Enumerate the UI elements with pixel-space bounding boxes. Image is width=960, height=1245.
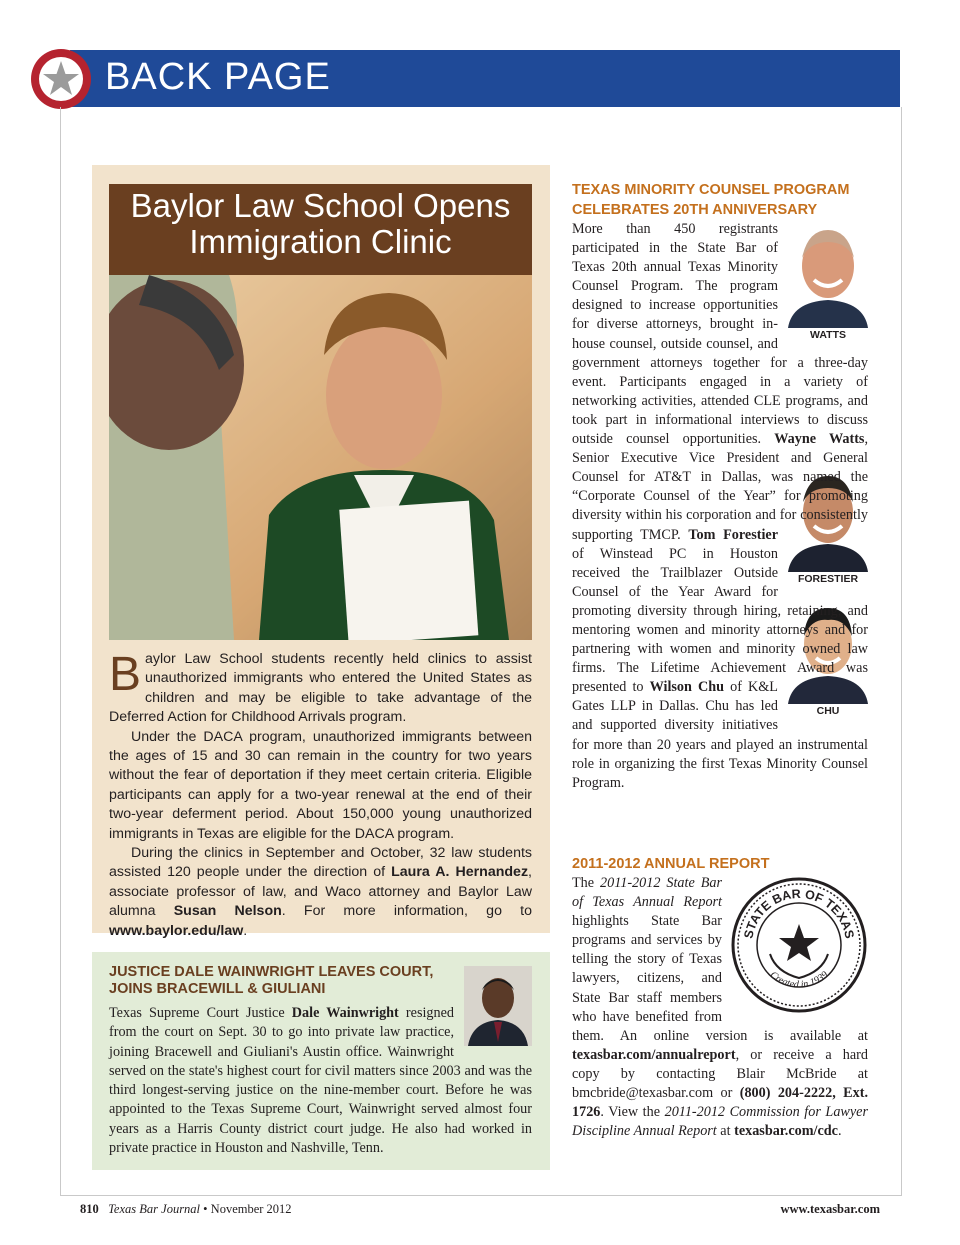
dropcap: B <box>109 648 142 701</box>
feature-p3-end: . <box>243 922 248 939</box>
tmcp-t2: , Senior Executive Vice President and General Counsel for AT&T in Dallas, was named the “Corporate Counsel of the Year” for promoting diversity within his corporation and for consistently supporting TMCP. <box>572 431 868 543</box>
journal-name: Texas Bar Journal <box>108 1202 201 1216</box>
justice-t1: Texas Supreme Court Justice <box>109 1005 292 1021</box>
cdc-report-italic: 2011-2012 Commission for Lawyer Discipline Annual Report <box>572 1104 868 1140</box>
tmcp-t1: More than 450 registrants participated in the State Bar of Texas 20th annual Texas Minority Counsel Program. The program designed to increase opportunities for diverse attorneys, brought in-house counsel, outside counsel, and government attorneys together for a three-day event. Participants engaged in a variety of networking activities, attended CLE programs, and took part in informational interviews to discuss outside counsel opportunities. <box>572 221 868 448</box>
caption-watts: WATTS <box>810 329 846 341</box>
tmcp-article <box>572 180 868 793</box>
name-chu: Wilson Chu <box>649 679 725 696</box>
justice-body <box>109 1004 532 1158</box>
report-t3: , or receive a hard copy by contacting Blair McBride at bmcbride@texasbar.com or <box>572 1046 868 1102</box>
feature-body <box>109 650 532 941</box>
feature-p3-b: , associate professor of law, and Waco attorney and Baylor Law alumna <box>109 864 532 920</box>
report-t2: highlights State Bar programs and services by telling the story of Texas lawyers, citizens, and State Bar staff members who have benefited from them. An online version is available at <box>572 913 868 1044</box>
annual-report-link[interactable]: texasbar.com/annualreport <box>572 1046 736 1063</box>
section-title: BACK PAGE <box>105 56 331 98</box>
name-wainwright: Dale Wainwright <box>291 1005 399 1021</box>
clinic-photo-illustration <box>109 275 532 640</box>
tmcp-t3: of Winstead PC in Houston received the Trailblazer Outside Counsel of the Year Award for promoting diversity through hiring, retaining, and mentoring women and minority attorneys and for partnering with women and minority owned law firms. The Lifetime Achievement Award was presented to <box>572 545 868 696</box>
tmcp-t4: of K&L Gates LLP in Dallas. Chu has led and supported diversity initiatives for more than 20 years and played an instrumental role in organizing the first Texas Minority Counsel Program. <box>572 679 868 791</box>
caption-chu: CHU <box>816 705 840 718</box>
seal-top-text: STATE BAR OF TEXAS <box>741 886 857 940</box>
star-badge-icon <box>30 48 92 110</box>
caption-forestier: FORESTIER <box>797 572 859 585</box>
report-title-italic: 2011-2012 State Bar of Texas Annual Report <box>572 875 722 911</box>
feature-paragraph-2: Under the DACA program, unauthorized immigrants between the ages of 15 and 30 can remain in the country for two years without the fear of deportation if they meet certain criteria. Eligible participants can apply for a two-year renewal at the end of their two-year deferment period. About 150,000 young unauthorized immigrants in Texas are eligible for the DACA program. <box>109 728 532 842</box>
report-t6: . <box>837 1123 842 1140</box>
baylor-link[interactable]: www.baylor.edu/law <box>109 922 244 939</box>
state-bar-seal-icon <box>730 876 868 1014</box>
justice-heading-line1: JUSTICE DALE WAINWRIGHT LEAVES COURT, <box>109 964 434 980</box>
justice-heading-line2: JOINS BRACEWILL & GIULIANI <box>109 981 326 997</box>
footer-bullet: • <box>203 1202 208 1216</box>
name-watts: Wayne Watts <box>774 431 865 448</box>
tmcp-heading <box>572 180 868 220</box>
justice-t2: resigned from the court on Sept. 30 to go into private law practice, joining Bracewell and Giuliani's Austin office. Wainwright served on the state's highest court for civil matters since 2003 and was the third longest-serving justice on the nine-member court. Before he was appointed to the Texas Supreme Court, Wainwright served almost four years as a Harris County district court judge. He also had worked in private practice in Houston and Nashville, Tenn. <box>109 1005 532 1157</box>
report-phone: (800) 204-2222, Ext. 1726 <box>572 1085 868 1121</box>
feature-p1-text: aylor Law School students recently held clinics to assist unauthorized immigrants who entered the United States as children and may be eligible to take advantage of the Deferred Action for Childhood Arrivals program. <box>109 651 532 726</box>
annual-report-heading: 2011-2012 ANNUAL REPORT <box>572 856 770 872</box>
annual-report-article <box>572 854 868 1141</box>
report-t4: . View the <box>600 1104 665 1121</box>
feature-paragraph-3 <box>109 844 532 941</box>
footer-url[interactable]: www.texasbar.com <box>780 1202 880 1216</box>
justice-heading <box>109 964 459 998</box>
report-t5: at <box>716 1123 735 1140</box>
seal-bottom-text: Created in 1939 <box>767 969 831 991</box>
report-t1: The <box>572 875 601 891</box>
feature-title-line1: Baylor Law School Opens <box>130 187 511 224</box>
feature-title-line2: Immigration Clinic <box>189 223 452 260</box>
page-number: 810 <box>80 1202 99 1216</box>
feature-p3-a: During the clinics in September and October, 32 law students assisted 120 people under the direction of <box>109 845 532 881</box>
tmcp-heading-line2: CELEBRATES 20TH ANNIVERSARY <box>572 202 818 218</box>
feature-title <box>109 188 532 260</box>
wainwright-portrait <box>464 966 532 1046</box>
feature-p3-c: . For more information, go to <box>281 903 532 920</box>
cdc-link[interactable]: texasbar.com/cdc <box>734 1123 838 1140</box>
watts-photo <box>788 222 868 328</box>
clinic-photo <box>109 275 532 640</box>
name-forestier: Tom Forestier <box>688 526 779 543</box>
issue-date: November 2012 <box>210 1202 292 1216</box>
footer-left <box>80 1202 292 1217</box>
name-nelson: Susan Nelson <box>173 903 282 920</box>
watts-portrait <box>788 222 868 342</box>
feature-paragraph-1 <box>109 650 532 728</box>
name-hernandez: Laura A. Hernandez <box>391 864 529 881</box>
tmcp-heading-line1: TEXAS MINORITY COUNSEL PROGRAM <box>572 182 850 198</box>
